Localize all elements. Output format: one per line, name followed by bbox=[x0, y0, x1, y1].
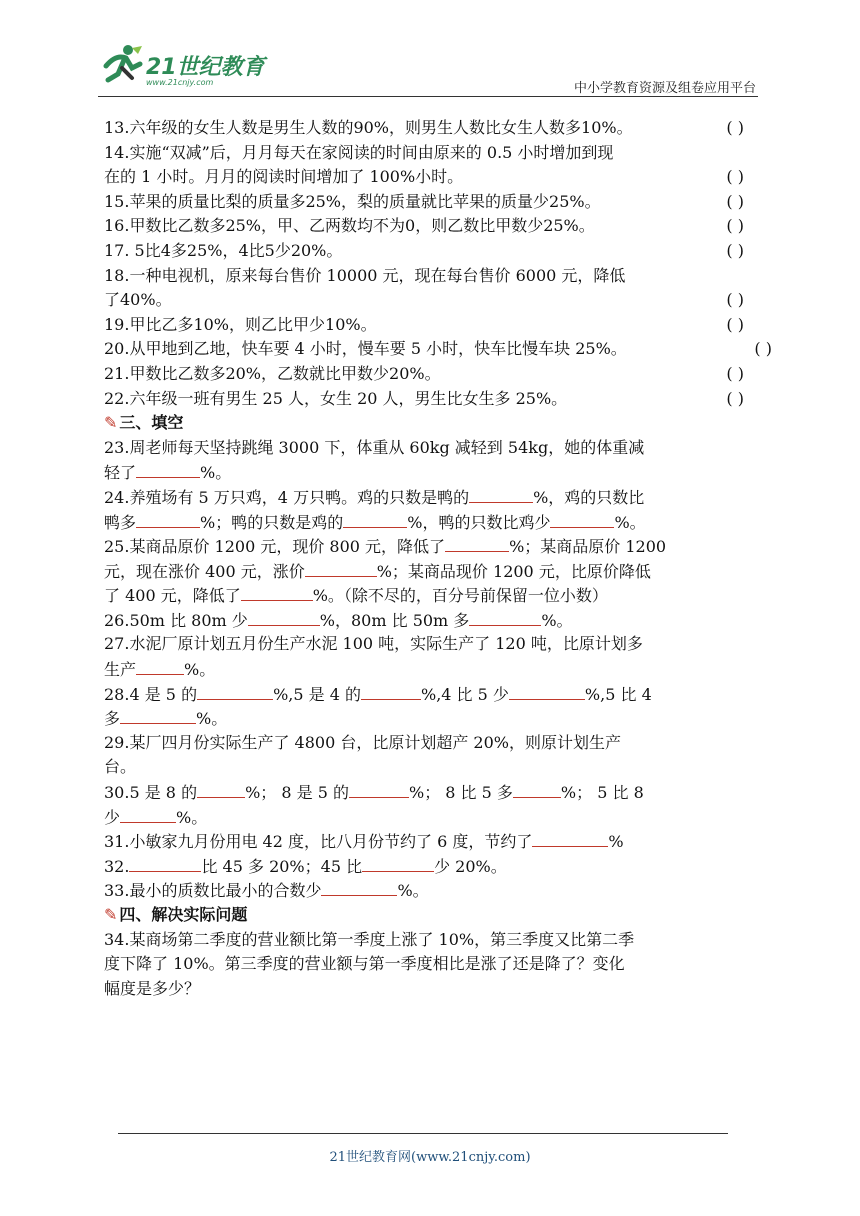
logo-text: 21世纪教育 bbox=[146, 55, 265, 80]
answer-paren: ( ) bbox=[726, 290, 744, 310]
question-34-cont2: 幅度是多少？ bbox=[104, 978, 201, 998]
question-30-cont: 少 %。 bbox=[104, 805, 762, 830]
question-18: 18.一种电视机，原来每台售价 10000 元，现在每台售价 6000 元，降低 bbox=[104, 265, 626, 285]
answer-blank[interactable] bbox=[469, 608, 541, 626]
question-34: 34.某商场第二季度的营业额比第一季度上涨了 10%，第三季度又比第二季 bbox=[104, 929, 635, 949]
runner-logo-icon bbox=[98, 44, 144, 84]
answer-blank[interactable] bbox=[469, 485, 533, 503]
answer-blank[interactable] bbox=[136, 460, 200, 478]
worksheet-content bbox=[104, 116, 772, 1001]
answer-blank[interactable] bbox=[532, 829, 608, 847]
answer-blank[interactable] bbox=[197, 682, 273, 700]
answer-blank[interactable] bbox=[321, 878, 397, 896]
logo-url: www.21cnjy.com bbox=[146, 78, 214, 87]
answer-paren: ( ) bbox=[726, 191, 744, 211]
question-33: 33.最小的质数比最小的合数少 %。 bbox=[104, 878, 762, 903]
question-14-cont: 在的 1 小时。月月的阅读时间增加了 100%小时。 ( ) bbox=[104, 165, 762, 190]
header-divider bbox=[98, 96, 758, 97]
question-28-cont: 多 %。 bbox=[104, 706, 762, 731]
question-13: 13.六年级的女生人数是男生人数的90%，则男生人数比女生人数多10%。 ( ) bbox=[104, 116, 762, 141]
question-25-cont2: 了 400 元，降低了 %。（除不尽的，百分号前保留一位小数） bbox=[104, 583, 762, 608]
answer-paren: ( ) bbox=[726, 388, 744, 408]
question-17: 17. 5比4多25%，4比5少20%。 ( ) bbox=[104, 239, 762, 264]
question-29: 29.某厂四月份实际生产了 4800 台，比原计划超产 20%，则原计划生产 bbox=[104, 732, 621, 752]
answer-blank[interactable] bbox=[129, 854, 201, 872]
question-28: 28.4 是 5 的 %,5 是 4 的 %,4 比 5 少 %,5 比 4 bbox=[104, 682, 762, 707]
question-22: 22.六年级一班有男生 25 人，女生 20 人，男生比女生多 25%。 ( ) bbox=[104, 387, 762, 412]
answer-blank[interactable] bbox=[248, 608, 320, 626]
question-23-cont: 轻了 %。 bbox=[104, 460, 762, 485]
answer-blank[interactable] bbox=[120, 805, 176, 823]
answer-blank[interactable] bbox=[550, 510, 614, 528]
question-27-cont: 生产 %。 bbox=[104, 657, 762, 682]
question-34-cont: 度下降了 10%。第三季度的营业额与第一季度相比是涨了还是降了？变化 bbox=[104, 954, 625, 974]
question-26: 26.50m 比 80m 少 %，80m 比 50m 多 %。 bbox=[104, 608, 762, 633]
answer-blank[interactable] bbox=[305, 559, 377, 577]
question-24: 24.养殖场有 5 万只鸡，4 万只鸭。鸡的只数是鸭的 %，鸡的只数比 bbox=[104, 485, 762, 510]
answer-blank[interactable] bbox=[241, 583, 313, 601]
logo bbox=[98, 44, 268, 92]
question-21: 21.甲数比乙数多20%，乙数就比甲数少20%。 ( ) bbox=[104, 362, 762, 387]
answer-blank[interactable] bbox=[509, 682, 585, 700]
footer-divider bbox=[118, 1133, 728, 1134]
question-15: 15.苹果的质量比梨的质量多25%，梨的质量就比苹果的质量少25%。 ( ) bbox=[104, 190, 762, 215]
answer-blank[interactable] bbox=[362, 854, 434, 872]
page-header bbox=[98, 44, 758, 96]
answer-blank[interactable] bbox=[136, 657, 184, 675]
answer-blank[interactable] bbox=[120, 706, 196, 724]
question-19: 19.甲比乙多10%，则乙比甲少10%。 ( ) bbox=[104, 313, 762, 338]
answer-paren: ( ) bbox=[726, 240, 744, 260]
answer-blank[interactable] bbox=[197, 780, 245, 798]
question-29-cont: 台。 bbox=[104, 757, 137, 777]
footer-link[interactable]: 21世纪教育网(www.21cnjy.com) bbox=[329, 1150, 531, 1165]
answer-paren: ( ) bbox=[754, 339, 772, 359]
question-25: 25.某商品原价 1200 元，现价 800 元，降低了 %；某商品原价 1200 bbox=[104, 534, 762, 559]
question-16: 16.甲数比乙数多25%，甲、乙两数均不为0，则乙数比甲数少25%。 ( ) bbox=[104, 214, 762, 239]
answer-blank[interactable] bbox=[343, 510, 407, 528]
question-14: 14.实施“双减”后，月月每天在家阅读的时间由原来的 0.5 小时增加到现 bbox=[104, 142, 614, 162]
answer-paren: ( ) bbox=[726, 216, 744, 236]
pencil-icon: ✎ bbox=[104, 905, 118, 924]
question-32: 32. 比 45 多 20%；45 比 少 20%。 bbox=[104, 854, 762, 879]
question-18-cont: 了40%。 ( ) bbox=[104, 288, 762, 313]
question-30: 30.5 是 8 的 %； 8 是 5 的 %； 8 比 5 多 %； 5 比 8 bbox=[104, 780, 762, 805]
answer-blank[interactable] bbox=[136, 510, 200, 528]
question-23: 23.周老师每天坚持跳绳 3000 下，体重从 60kg 减轻到 54kg，她的体重减 bbox=[104, 437, 645, 457]
question-20: 20.从甲地到乙地，快车要 4 小时，慢车要 5 小时，快车比慢车块 25%。 ( ) bbox=[104, 337, 762, 362]
answer-blank[interactable] bbox=[445, 534, 509, 552]
section-word-problems: ✎ 四、解决实际问题 bbox=[104, 905, 248, 924]
section-fill-in: ✎ 三、填空 bbox=[104, 413, 184, 433]
answer-blank[interactable] bbox=[349, 780, 409, 798]
answer-paren: ( ) bbox=[726, 167, 744, 187]
answer-blank[interactable] bbox=[361, 682, 421, 700]
platform-name: 中小学教育资源及组卷应用平台 bbox=[573, 81, 756, 96]
answer-paren: ( ) bbox=[726, 314, 744, 334]
question-31: 31.小敏家九月份用电 42 度，比八月份节约了 6 度，节约了 % bbox=[104, 829, 762, 854]
pencil-icon: ✎ bbox=[104, 413, 118, 433]
question-25-cont: 元，现在涨价 400 元，涨价 %；某商品现价 1200 元，比原价降低 bbox=[104, 559, 762, 584]
question-27: 27.水泥厂原计划五月份生产水泥 100 吨，实际生产了 120 吨，比原计划多 bbox=[104, 634, 643, 654]
answer-paren: ( ) bbox=[726, 118, 744, 137]
question-24-cont: 鸭多 %；鸭的只数是鸡的 %，鸭的只数比鸡少 %。 bbox=[104, 510, 762, 535]
answer-blank[interactable] bbox=[513, 780, 561, 798]
answer-paren: ( ) bbox=[726, 363, 744, 383]
